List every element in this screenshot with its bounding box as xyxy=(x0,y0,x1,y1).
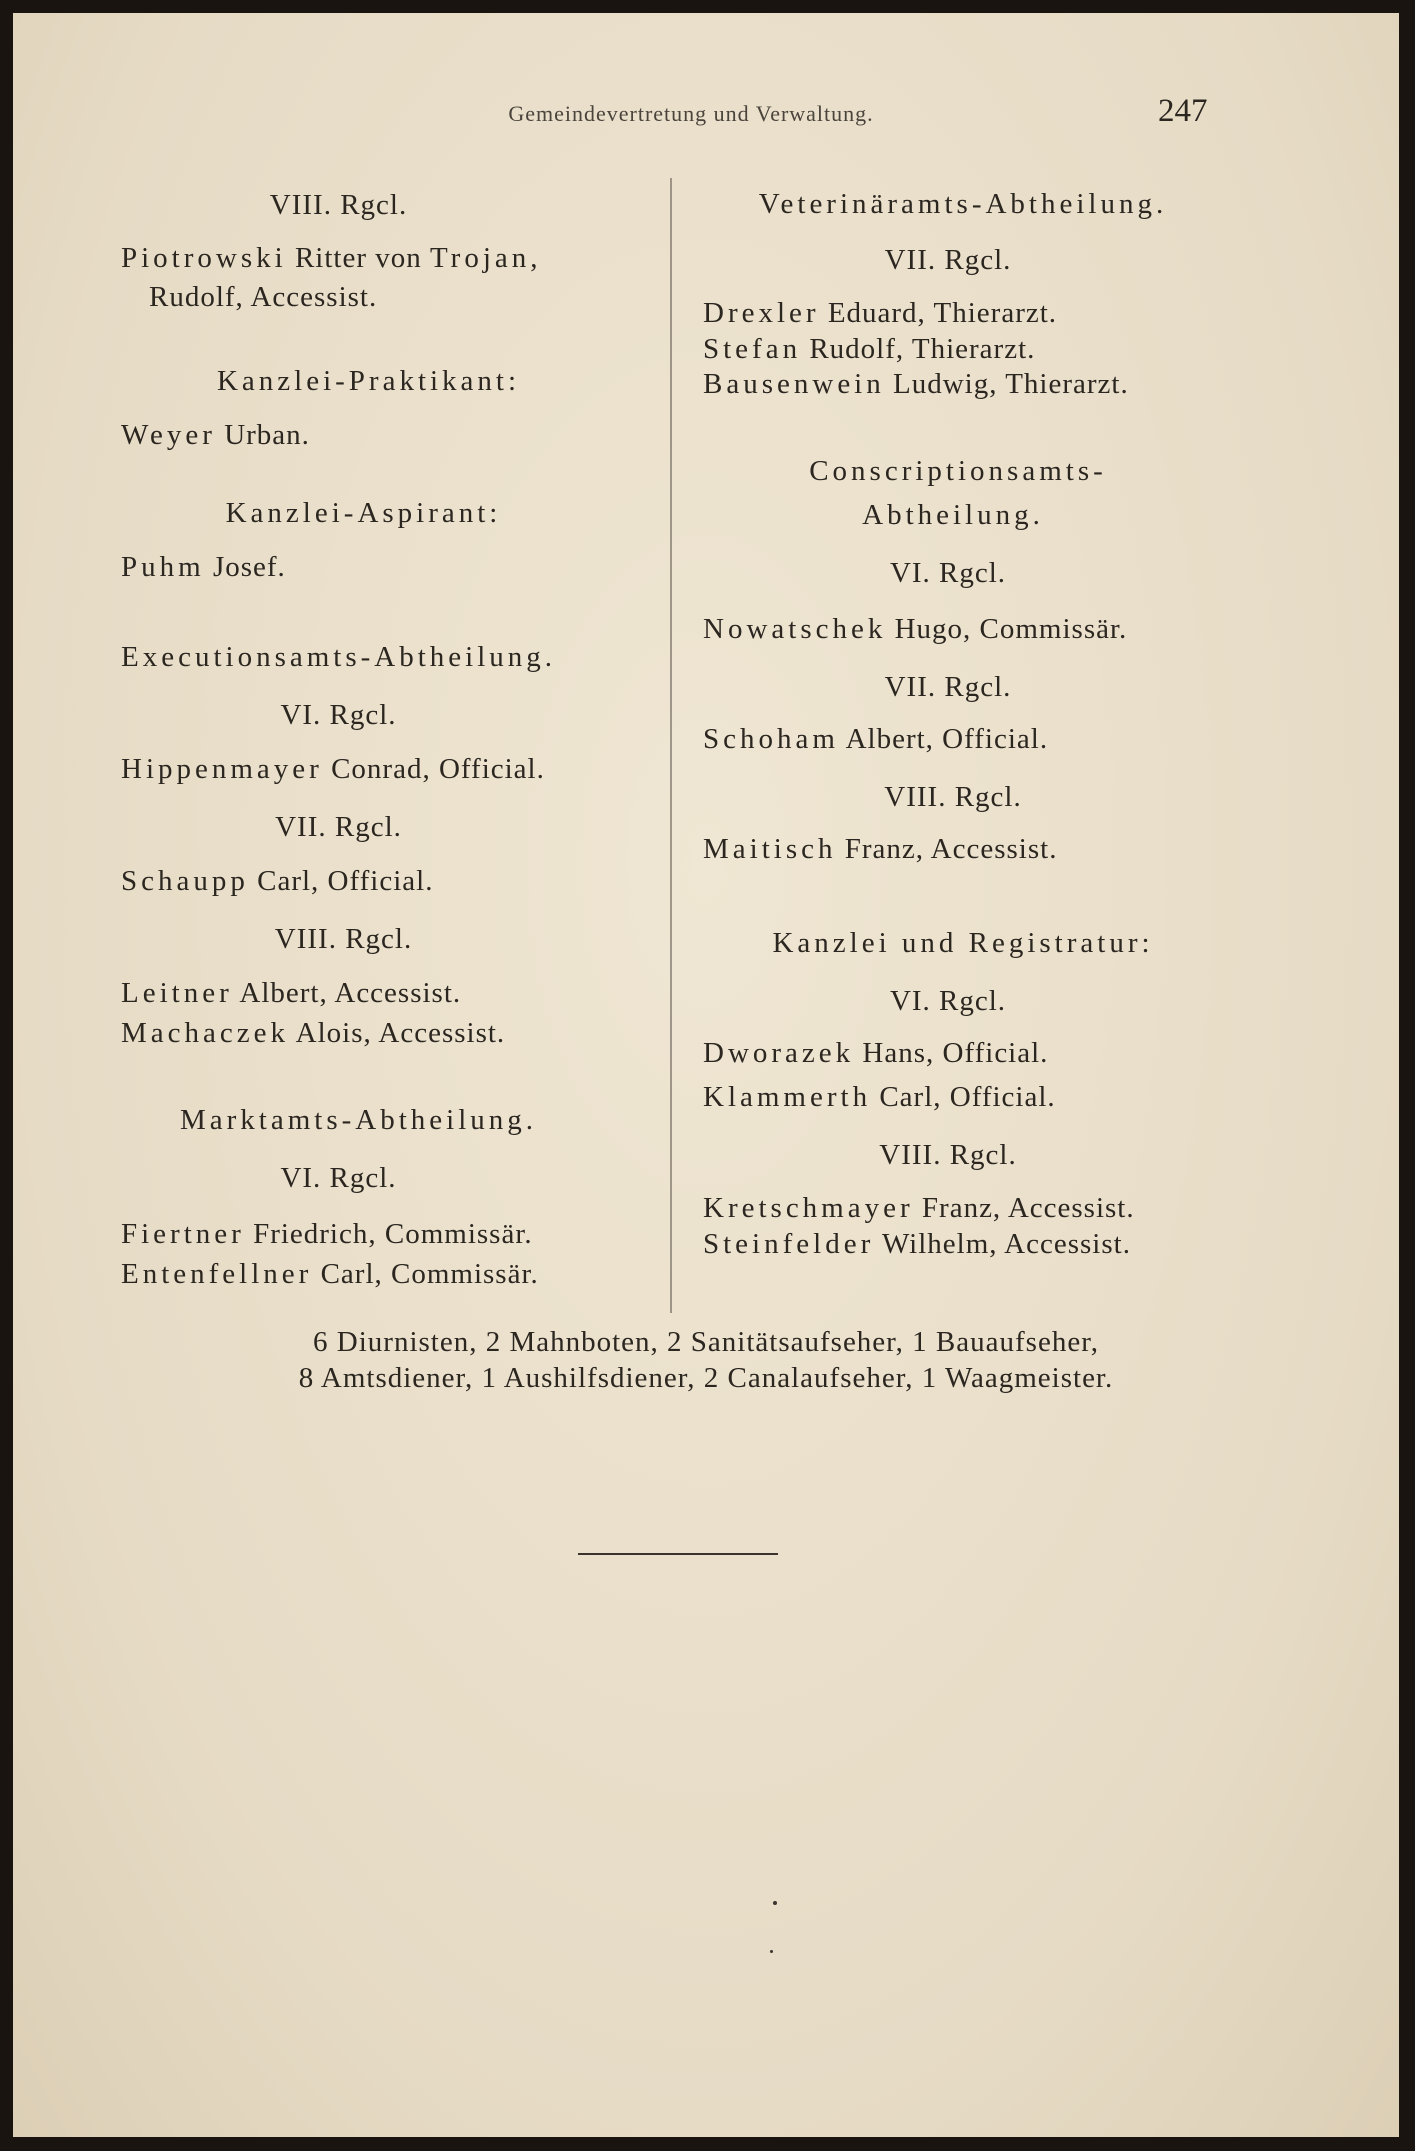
entry-detail: Carl, Official. xyxy=(248,865,434,897)
surname: Fiertner xyxy=(121,1218,245,1250)
entry-detail: Hugo, Commissär. xyxy=(886,613,1128,645)
entry-detail: Albert, Accessist. xyxy=(232,977,462,1009)
entry-detail: Albert, Official. xyxy=(838,723,1049,755)
section-heading: Kanzlei und Registratur: xyxy=(772,927,1154,959)
rank-heading: VIII. Rgcl. xyxy=(269,189,408,221)
staff-entry xyxy=(703,366,1263,402)
rank-heading: VIII. Rgcl. xyxy=(274,923,413,955)
closing-rule xyxy=(578,1553,778,1555)
surname: Machaczek xyxy=(121,1017,290,1049)
rank-heading: VII. Rgcl. xyxy=(884,671,1012,703)
staff-entry xyxy=(121,1212,666,1256)
page-number: 247 xyxy=(1158,93,1208,129)
entry-detail: Carl, Official. xyxy=(871,1081,1056,1113)
staff-entry xyxy=(703,294,1263,332)
section-heading: Kanzlei-Aspirant: xyxy=(225,497,502,529)
staff-entry-continued: Rudolf, Accessist. xyxy=(149,281,378,313)
staff-entry xyxy=(703,1075,1263,1119)
left-column xyxy=(121,173,666,1292)
entry-detail: Wilhelm, Accessist. xyxy=(874,1228,1131,1260)
staff-entry xyxy=(703,717,1263,761)
rank-heading: VI. Rgcl. xyxy=(889,985,1007,1017)
section-heading: Executionsamts-Abtheilung. xyxy=(121,641,557,673)
staff-entry xyxy=(703,1031,1263,1075)
surname: Piotrowski xyxy=(121,242,287,274)
entry-detail: Friedrich, Commissär. xyxy=(244,1218,533,1250)
rank-heading: VII. Rgcl. xyxy=(884,244,1012,276)
rank-heading: VIII. Rgcl. xyxy=(879,1139,1017,1171)
paper-speck xyxy=(773,1901,777,1905)
surname: Leitner xyxy=(121,977,233,1009)
rank-heading: VI. Rgcl. xyxy=(889,557,1007,589)
surname: Schaupp xyxy=(121,865,249,897)
staff-entry xyxy=(121,1015,666,1051)
surname: Hippenmayer xyxy=(121,753,323,785)
summary-line: 8 Amtsdiener, 1 Aushilfsdiener, 2 Canalaufseher, 1 Waagmeister. xyxy=(298,1362,1114,1394)
surname: Bausenwein xyxy=(703,368,885,400)
section-heading: Kanzlei-Praktikant: xyxy=(216,365,521,397)
entry-detail: Josef. xyxy=(204,551,286,583)
rank-heading: VI. Rgcl. xyxy=(280,1162,397,1194)
entry-detail: Rudolf, Thierarzt. xyxy=(801,333,1036,365)
surname: Kretschmayer xyxy=(703,1192,914,1224)
running-title: Gemeindevertretung und Verwaltung. xyxy=(508,101,874,126)
surname: Steinfelder xyxy=(703,1228,875,1260)
entry-detail: Eduard, Thierarzt. xyxy=(819,297,1058,329)
surname: Trojan, xyxy=(429,242,542,274)
surname: Schoham xyxy=(703,723,839,755)
staff-entry xyxy=(121,413,666,457)
rank-heading: VIII. Rgcl. xyxy=(884,781,1022,813)
staff-entry xyxy=(703,332,1263,366)
surname: Stefan xyxy=(703,333,802,365)
section-heading: Veterinäramts-Abtheilung. xyxy=(758,188,1168,220)
entry-detail: Ludwig, Thierarzt. xyxy=(884,368,1129,400)
entry-detail: Alois, Accessist. xyxy=(289,1017,506,1049)
surname: Entenfellner xyxy=(121,1258,313,1290)
rank-heading: VII. Rgcl. xyxy=(275,811,402,843)
entry-detail: Hans, Official. xyxy=(854,1037,1049,1069)
staff-entry xyxy=(121,747,666,791)
rank-heading: VI. Rgcl. xyxy=(280,699,397,731)
surname: Weyer xyxy=(121,419,216,451)
entry-detail: Conrad, Official. xyxy=(322,753,545,785)
entry-detail: Ritter von xyxy=(286,242,430,274)
section-heading: Conscriptionsamts- xyxy=(809,455,1107,487)
staff-entry xyxy=(703,827,1263,871)
right-column xyxy=(703,173,1263,1261)
surname: Klammerth xyxy=(703,1081,872,1113)
entry-detail: Franz, Accessist. xyxy=(836,833,1058,865)
staff-entry xyxy=(121,971,666,1015)
section-heading-continued: Abtheilung. xyxy=(862,499,1044,531)
staff-entry xyxy=(121,859,666,903)
surname: Nowatschek xyxy=(703,613,887,645)
staff-entry xyxy=(703,607,1263,651)
book-page xyxy=(13,13,1399,2137)
surname: Puhm xyxy=(121,551,205,583)
entry-detail: Carl, Commissär. xyxy=(312,1258,539,1290)
surname: Dworazek xyxy=(703,1037,855,1069)
staff-entry xyxy=(121,1256,666,1292)
staff-entry xyxy=(703,1227,1263,1261)
entry-detail: Urban. xyxy=(215,419,310,451)
staff-entry xyxy=(121,545,666,589)
paper-speck xyxy=(770,1950,773,1953)
entry-detail: Franz, Accessist. xyxy=(913,1192,1135,1224)
staff-entry xyxy=(121,236,666,280)
surname: Drexler xyxy=(703,297,820,329)
summary-line: 6 Diurnisten, 2 Mahnboten, 2 Sanitätsaufseher, 1 Bauaufseher, xyxy=(313,1326,1099,1358)
staff-entry xyxy=(703,1189,1263,1227)
surname: Maitisch xyxy=(703,833,837,865)
section-heading: Marktamts-Abtheilung. xyxy=(179,1104,538,1136)
